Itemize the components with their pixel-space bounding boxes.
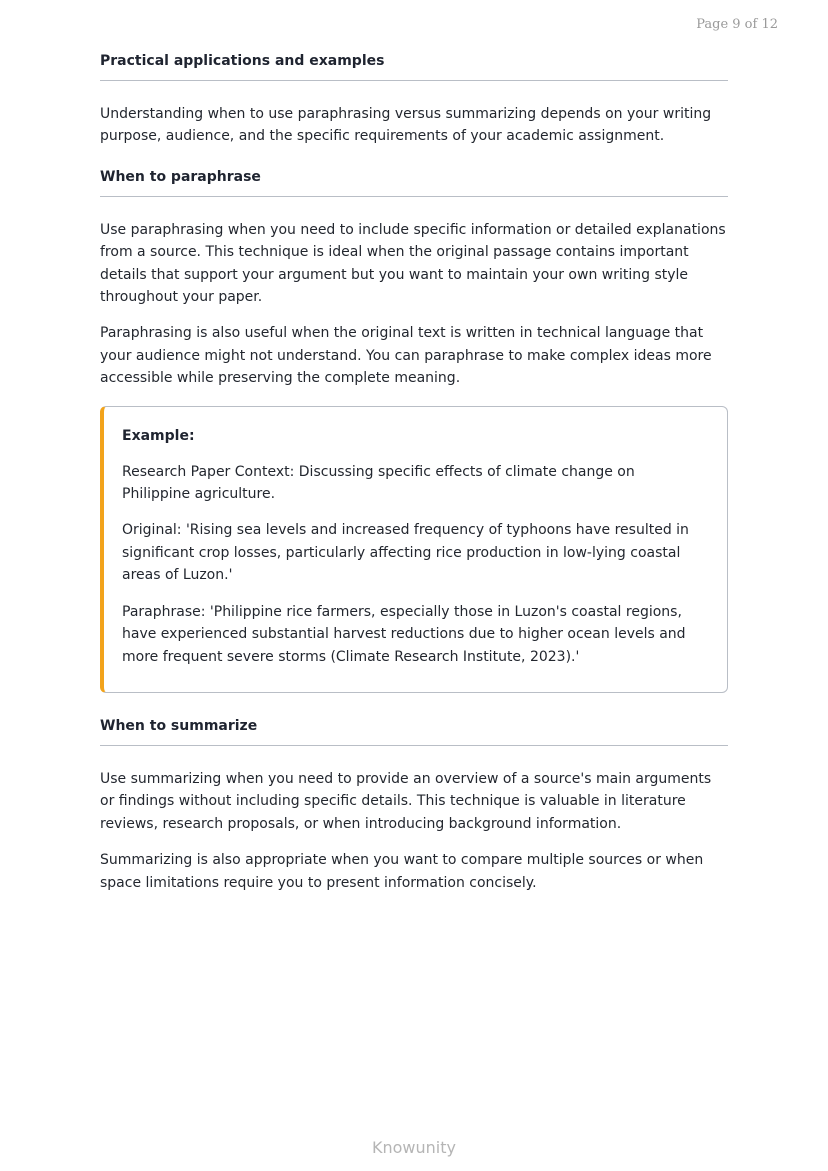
example-paraphrase: Paraphrase: 'Philippine rice farmers, especially those in Luzon's coastal regions, have experienced substantial harvest reductions due to higher ocean levels and more frequent severe storms (Climate Research Institute, 2023).' [122, 603, 686, 665]
paragraph: Summarizing is also appropriate when you want to compare multiple sources or when space limitations require you to present information concisely. [100, 852, 704, 891]
section-heading-practical: Practical applications and examples [100, 52, 728, 81]
example-title: Example: [122, 427, 195, 444]
paragraph: Use paraphrasing when you need to include specific information or detailed explanations from a source. This technique is ideal when the original passage contains important details that support your argument but you want to maintain your own writing style throughout your paper. [100, 221, 726, 306]
paragraph: Understanding when to use paraphrasing versus summarizing depends on your writing purpose, audience, and the specific requirements of your academic assignment. [100, 106, 712, 145]
footer-brand: Knowunity [372, 1138, 456, 1157]
page-number: Page 9 of 12 [696, 17, 778, 32]
example-original: Original: 'Rising sea levels and increased frequency of typhoons have resulted in significant crop losses, particularly affecting rice production in low-lying coastal areas of Luzon.' [122, 522, 689, 584]
document-body [100, 52, 728, 908]
example-context: Research Paper Context: Discussing specific effects of climate change on Philippine agriculture. [122, 463, 635, 503]
paragraph: Paraphrasing is also useful when the original text is written in technical language that your audience might not understand. You can paraphrase to make complex ideas more accessible while preserving the complete meaning. [100, 325, 712, 387]
section-heading-when-to-paraphrase: When to paraphrase [100, 168, 728, 197]
paragraph: Use summarizing when you need to provide an overview of a source's main arguments or findings without including specific details. This technique is valuable in literature reviews, research proposals, or when introducing background information. [100, 770, 712, 832]
section-heading-when-to-summarize: When to summarize [100, 717, 728, 746]
example-callout [100, 406, 728, 693]
